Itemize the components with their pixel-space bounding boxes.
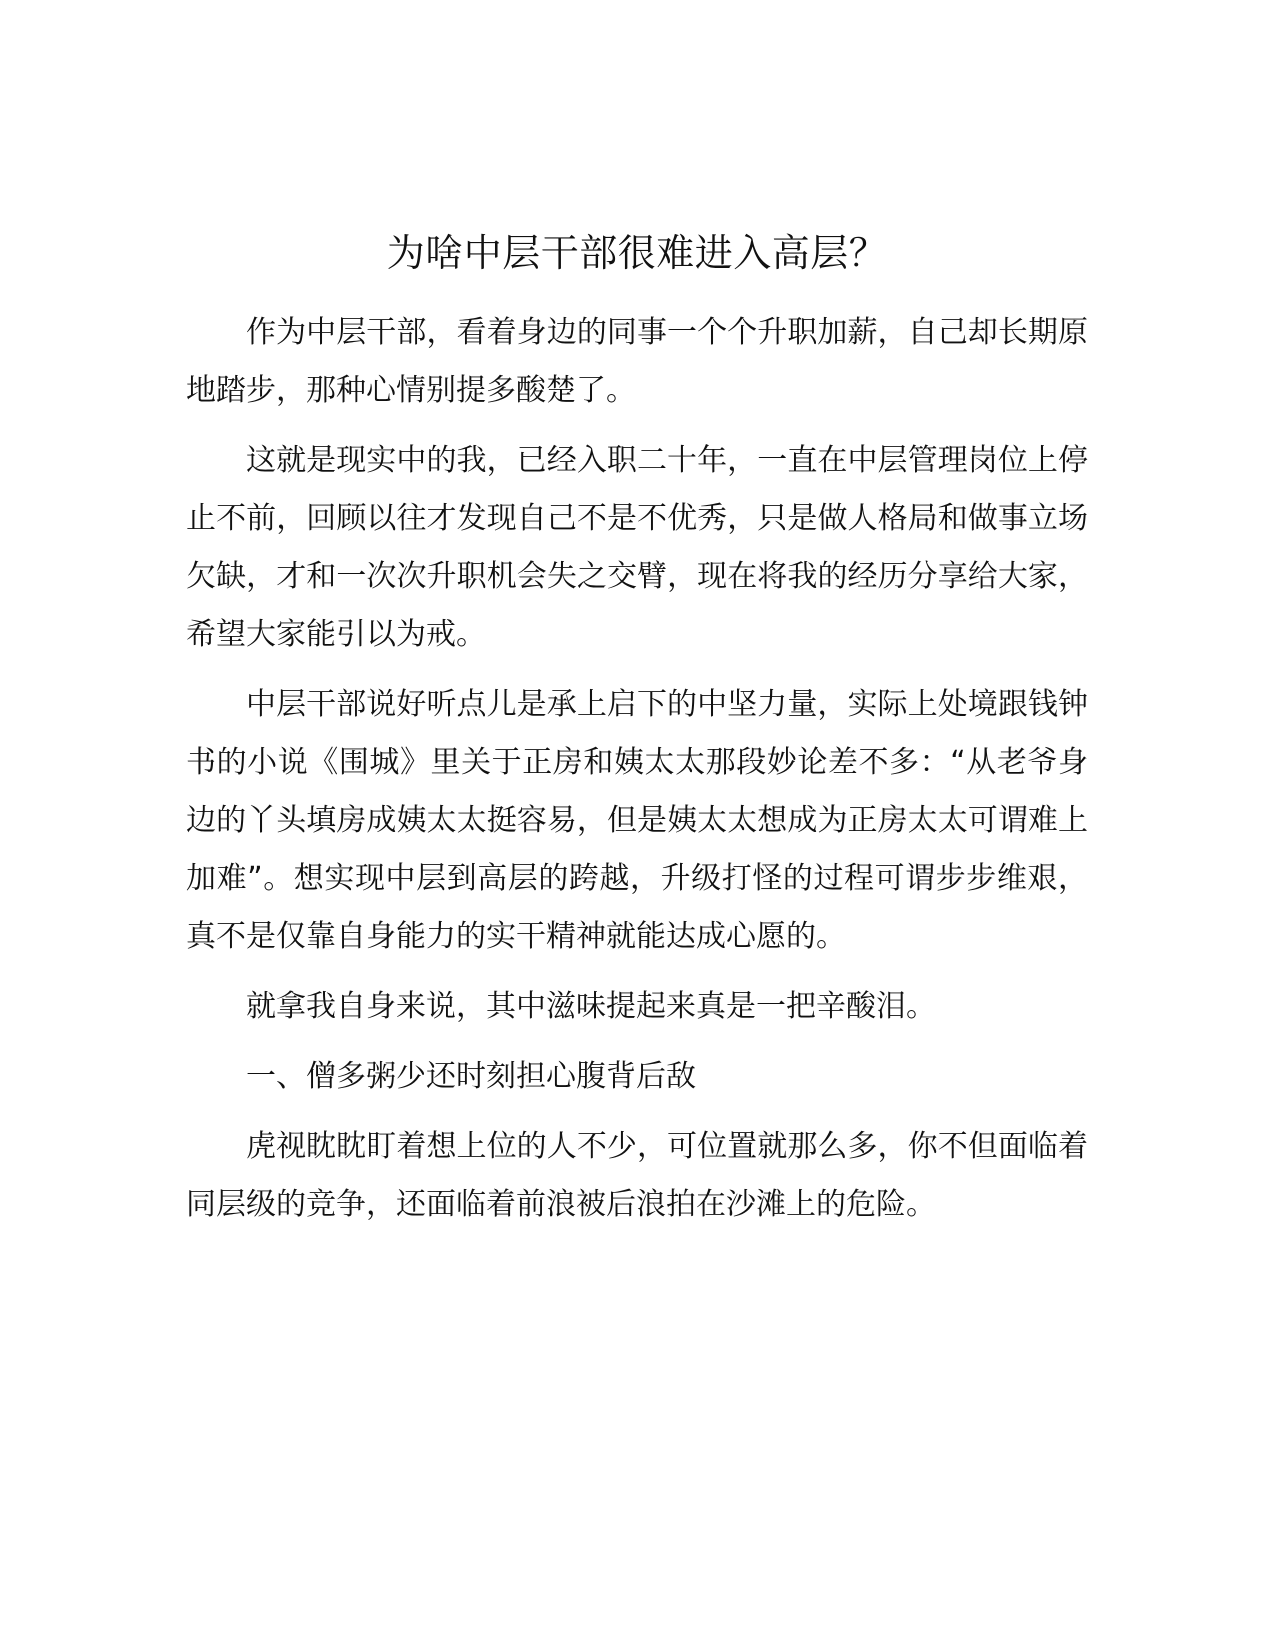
paragraph-competition: 虎视眈眈盯着想上位的人不少，可位置就那么多，你不但面临着同层级的竞争，还面临着前浪被后浪拍在沙滩上的危险。 bbox=[186, 1129, 1088, 1222]
paragraph-transition: 就拿我自身来说，其中滋味提起来真是一把辛酸泪。 bbox=[246, 989, 936, 1024]
document-body bbox=[186, 224, 1088, 1246]
section-heading-1: 一、僧多粥少还时刻担心腹背后敌 bbox=[246, 1059, 696, 1094]
paragraph-intro: 作为中层干部，看着身边的同事一个个升职加薪，自己却长期原地踏步，那种心情别提多酸楚了。 bbox=[186, 315, 1088, 408]
paragraph-analogy: 中层干部说好听点儿是承上启下的中坚力量，实际上处境跟钱钟书的小说《围城》里关于正房和姨太太那段妙论差不多：“从老爷身边的丫头填房成姨太太挺容易，但是姨太太想成为正房太太可谓难上加难”。想实现中层到高层的跨越，升级打怪的过程可谓步步维艰，真不是仅靠自身能力的实干精神就能达成心愿的。 bbox=[186, 687, 1088, 954]
document-title: 为啥中层干部很难进入高层？ bbox=[386, 231, 888, 275]
paragraph-background: 这就是现实中的我，已经入职二十年，一直在中层管理岗位上停止不前，回顾以往才发现自己不是不优秀，只是做人格局和做事立场欠缺，才和一次次升职机会失之交臂，现在将我的经历分享给大家，希望大家能引以为戒。 bbox=[186, 443, 1088, 652]
